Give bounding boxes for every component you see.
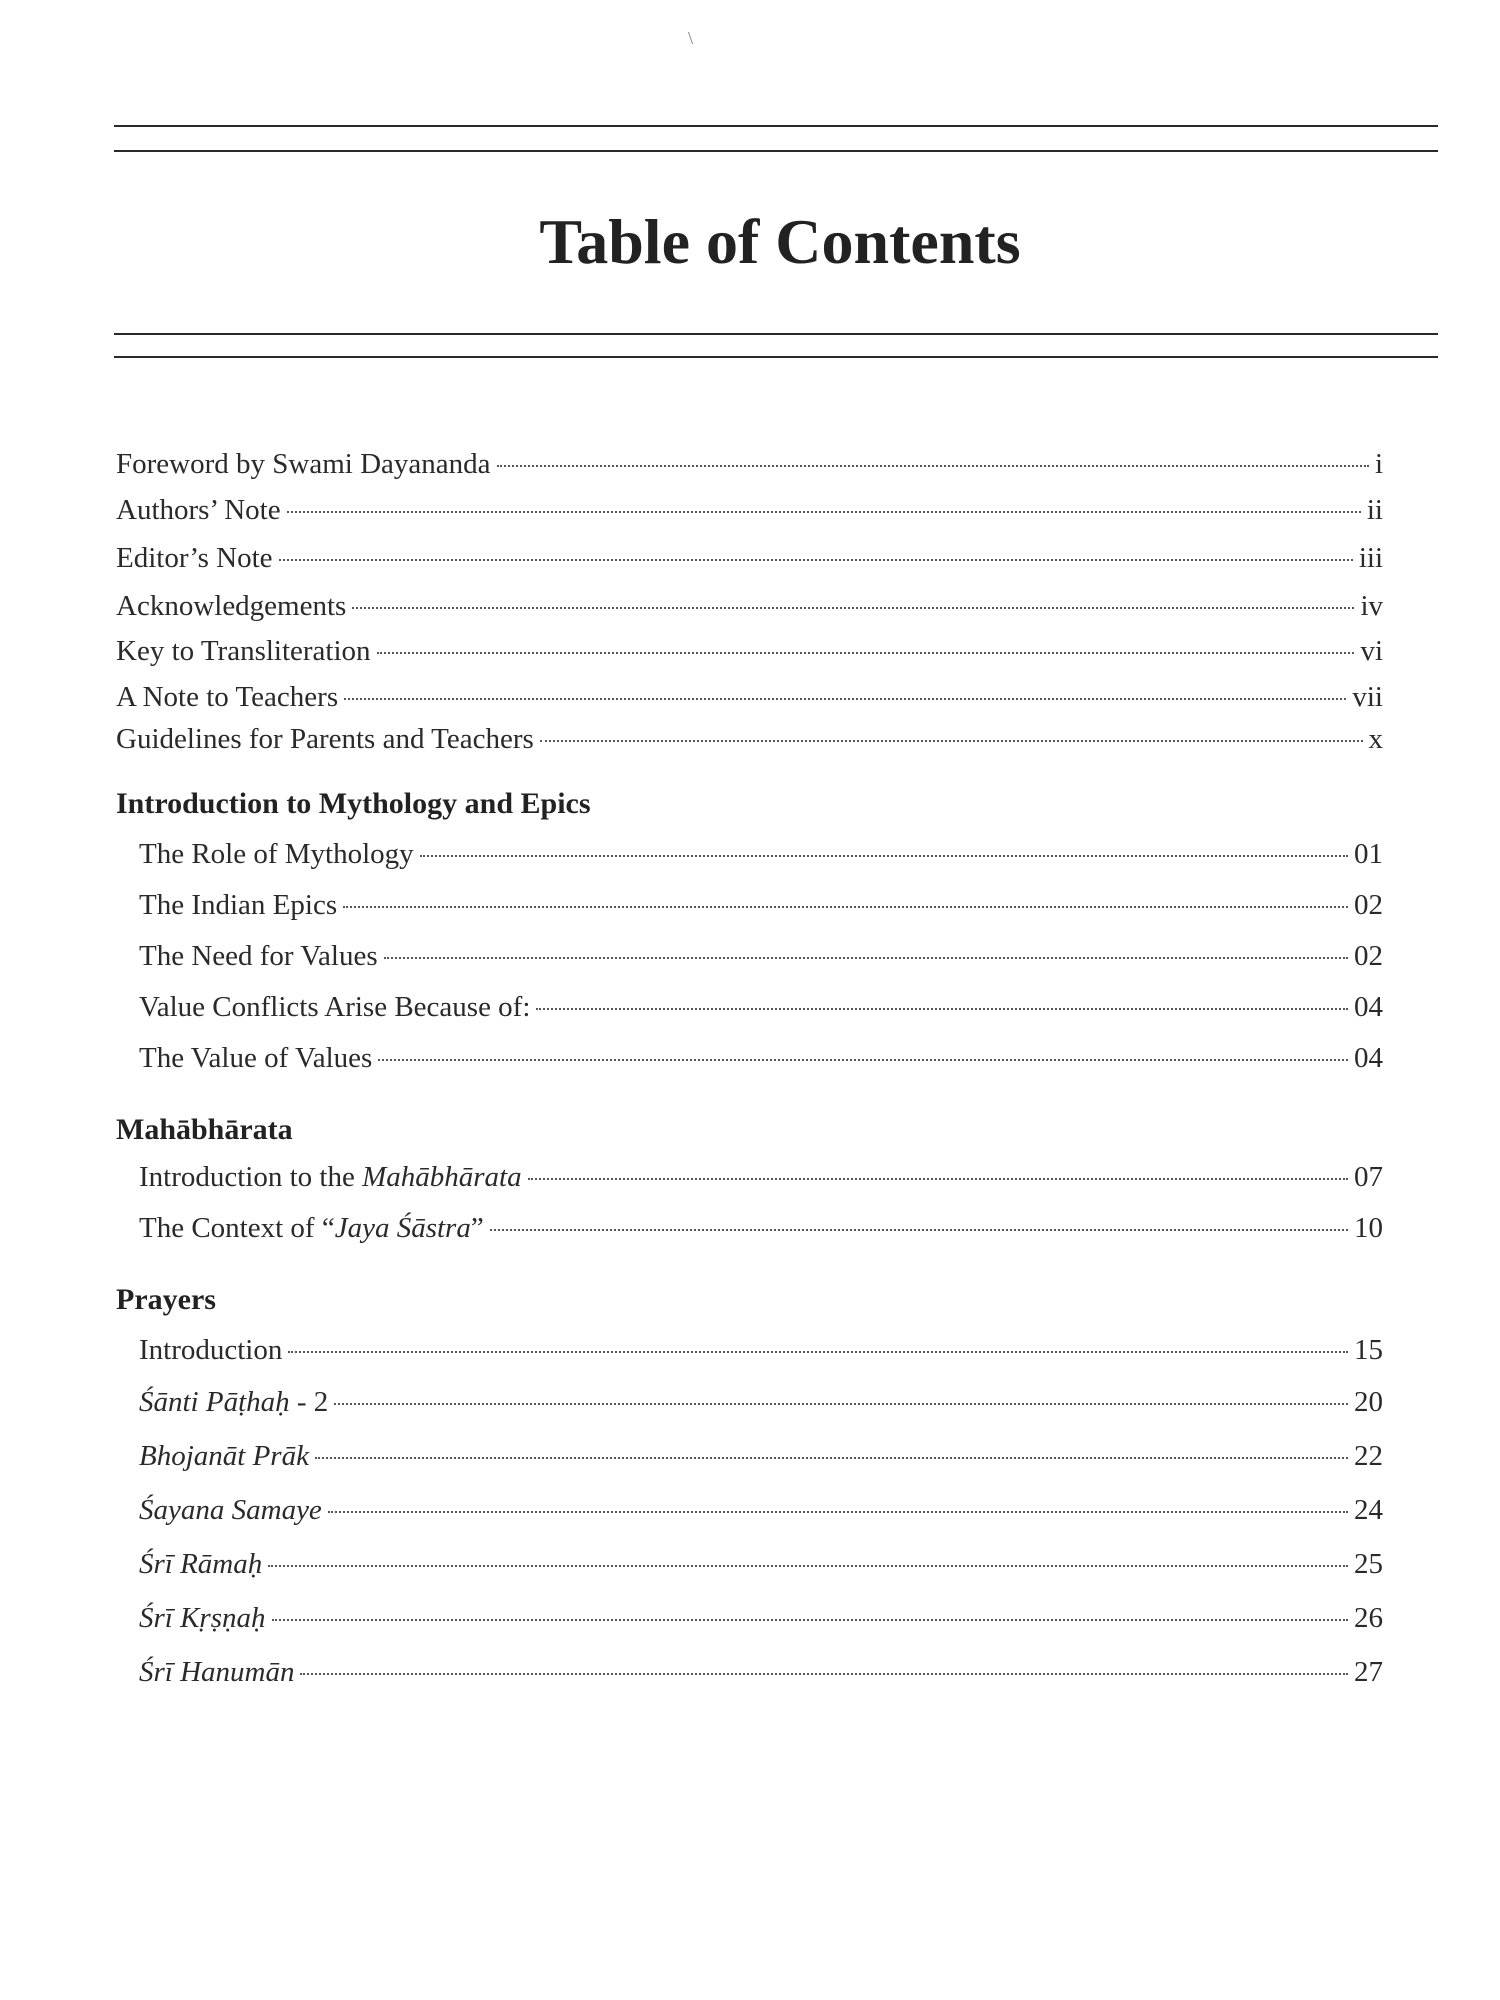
- leader-dots: [528, 1178, 1348, 1180]
- toc-entry-label: Foreword by Swami Dayananda: [116, 448, 491, 480]
- toc-entry-label: [139, 1602, 266, 1635]
- toc-entry: [116, 723, 1383, 756]
- toc-entry-page: 04: [1354, 991, 1383, 1023]
- toc-entry: [139, 889, 1383, 922]
- page-title: Table of Contents: [539, 206, 1021, 277]
- label-prefix: The Context of “: [139, 1212, 335, 1244]
- toc-entry: [139, 1334, 1383, 1367]
- label-italic: Śrī Kṛṣṇaḥ: [139, 1602, 266, 1634]
- top-rule-1: [114, 125, 1438, 127]
- toc-entry: [139, 1042, 1383, 1075]
- toc-entry: [139, 991, 1383, 1024]
- toc-entry: [139, 1656, 1383, 1689]
- toc-entry-label: [139, 1494, 322, 1527]
- leader-dots: [377, 652, 1355, 654]
- label-italic: Mahābhārata: [362, 1161, 522, 1193]
- leader-dots: [384, 957, 1348, 959]
- toc-entry-label: The Need for Values: [139, 940, 378, 972]
- toc-entry-label: The Value of Values: [139, 1042, 373, 1074]
- leader-dots: [268, 1565, 1348, 1567]
- leader-dots: [344, 698, 1346, 700]
- label-suffix: - 2: [289, 1386, 329, 1418]
- toc-entry-label: Editor’s Note: [116, 542, 273, 574]
- toc-entry-label: [139, 1212, 484, 1245]
- toc-entry-page: 01: [1354, 838, 1383, 870]
- label-prefix: Introduction to the: [139, 1161, 363, 1193]
- leader-dots: [540, 740, 1363, 742]
- toc-entry-label: [139, 1161, 522, 1194]
- leader-dots: [328, 1511, 1348, 1513]
- title-rule-2: [114, 356, 1438, 358]
- toc-entry-page: 26: [1354, 1602, 1383, 1634]
- toc-entry: [139, 1212, 1383, 1245]
- toc-entry-label: Authors’ Note: [116, 494, 281, 526]
- toc-entry: [116, 590, 1383, 623]
- top-rule-2: [114, 150, 1438, 152]
- toc-entry-label: The Indian Epics: [139, 889, 338, 921]
- toc-entry: [139, 838, 1383, 871]
- leader-dots: [378, 1059, 1348, 1061]
- toc-entry-page: 07: [1354, 1161, 1383, 1193]
- toc-entry: [139, 940, 1383, 973]
- scan-mark: \: [688, 28, 694, 48]
- toc-entry-label: [139, 1440, 309, 1473]
- toc-entry-label: [139, 1548, 262, 1581]
- toc-entry-page: 22: [1354, 1440, 1383, 1472]
- toc-entry-page: iii: [1358, 542, 1383, 574]
- section-heading: Introduction to Mythology and Epics: [116, 787, 591, 820]
- section-heading: Mahābhārata: [116, 1113, 293, 1146]
- toc-entry-label: Acknowledgements: [116, 590, 347, 622]
- toc-entry-page: iv: [1360, 590, 1383, 622]
- toc-entry-page: 10: [1354, 1212, 1383, 1244]
- toc-entry: [116, 494, 1383, 527]
- leader-dots: [497, 465, 1369, 467]
- toc-entry: [116, 635, 1383, 668]
- toc-entry-label: A Note to Teachers: [116, 681, 339, 713]
- toc-entry: [116, 448, 1383, 481]
- toc-entry: [116, 542, 1383, 575]
- label-italic: Śrī Rāmaḥ: [139, 1548, 263, 1580]
- toc-entry-page: 02: [1354, 940, 1383, 972]
- title-rule-1: [114, 333, 1438, 335]
- toc-entry: [139, 1602, 1383, 1635]
- toc-entry-page: ii: [1366, 494, 1383, 526]
- leader-dots: [352, 607, 1354, 609]
- label-italic: Śayana Samaye: [139, 1494, 322, 1526]
- leader-dots: [287, 511, 1361, 513]
- leader-dots: [420, 855, 1348, 857]
- toc-entry-page: 02: [1354, 889, 1383, 921]
- leader-dots: [288, 1351, 1348, 1353]
- toc-entry-page: vi: [1360, 635, 1383, 667]
- toc-entry: [139, 1161, 1383, 1194]
- leader-dots: [343, 906, 1348, 908]
- toc-entry-page: 24: [1354, 1494, 1383, 1526]
- toc-entry: [139, 1548, 1383, 1581]
- toc-entry-page: 20: [1354, 1386, 1383, 1418]
- toc-entry-page: 04: [1354, 1042, 1383, 1074]
- leader-dots: [279, 559, 1353, 561]
- label-italic: Bhojanāt Prāk: [139, 1440, 309, 1472]
- toc-entry-page: 15: [1354, 1334, 1383, 1366]
- label-suffix: ”: [470, 1212, 484, 1244]
- toc-entry-label: The Role of Mythology: [139, 838, 414, 870]
- leader-dots: [536, 1008, 1348, 1010]
- toc-entry-page: vii: [1352, 681, 1383, 713]
- toc-entry-page: 27: [1354, 1656, 1383, 1688]
- leader-dots: [300, 1673, 1348, 1675]
- leader-dots: [334, 1403, 1348, 1405]
- toc-entry-label: Value Conflicts Arise Because of:: [139, 991, 531, 1023]
- toc-entry: [139, 1386, 1383, 1419]
- toc-entry: [139, 1440, 1383, 1473]
- toc-entry-page: i: [1374, 448, 1383, 480]
- label-italic: Śānti Pāṭhaḥ: [139, 1386, 290, 1418]
- toc-entry-page: x: [1368, 723, 1383, 755]
- toc-entry: [116, 681, 1383, 714]
- label-italic: Śrī Hanumān: [139, 1656, 295, 1688]
- toc-entry-label: Introduction: [139, 1334, 283, 1366]
- toc-entry: [139, 1494, 1383, 1527]
- toc-entry-label: [139, 1656, 294, 1689]
- toc-entry-label: Guidelines for Parents and Teachers: [116, 723, 534, 755]
- leader-dots: [490, 1229, 1348, 1231]
- leader-dots: [315, 1457, 1348, 1459]
- section-heading: Prayers: [116, 1283, 216, 1316]
- toc-entry-label: [139, 1386, 328, 1419]
- label-italic: Jaya Śāstra: [334, 1212, 471, 1244]
- toc-entry-page: 25: [1354, 1548, 1383, 1580]
- toc-entry-label: Key to Transliteration: [116, 635, 371, 667]
- leader-dots: [272, 1619, 1348, 1621]
